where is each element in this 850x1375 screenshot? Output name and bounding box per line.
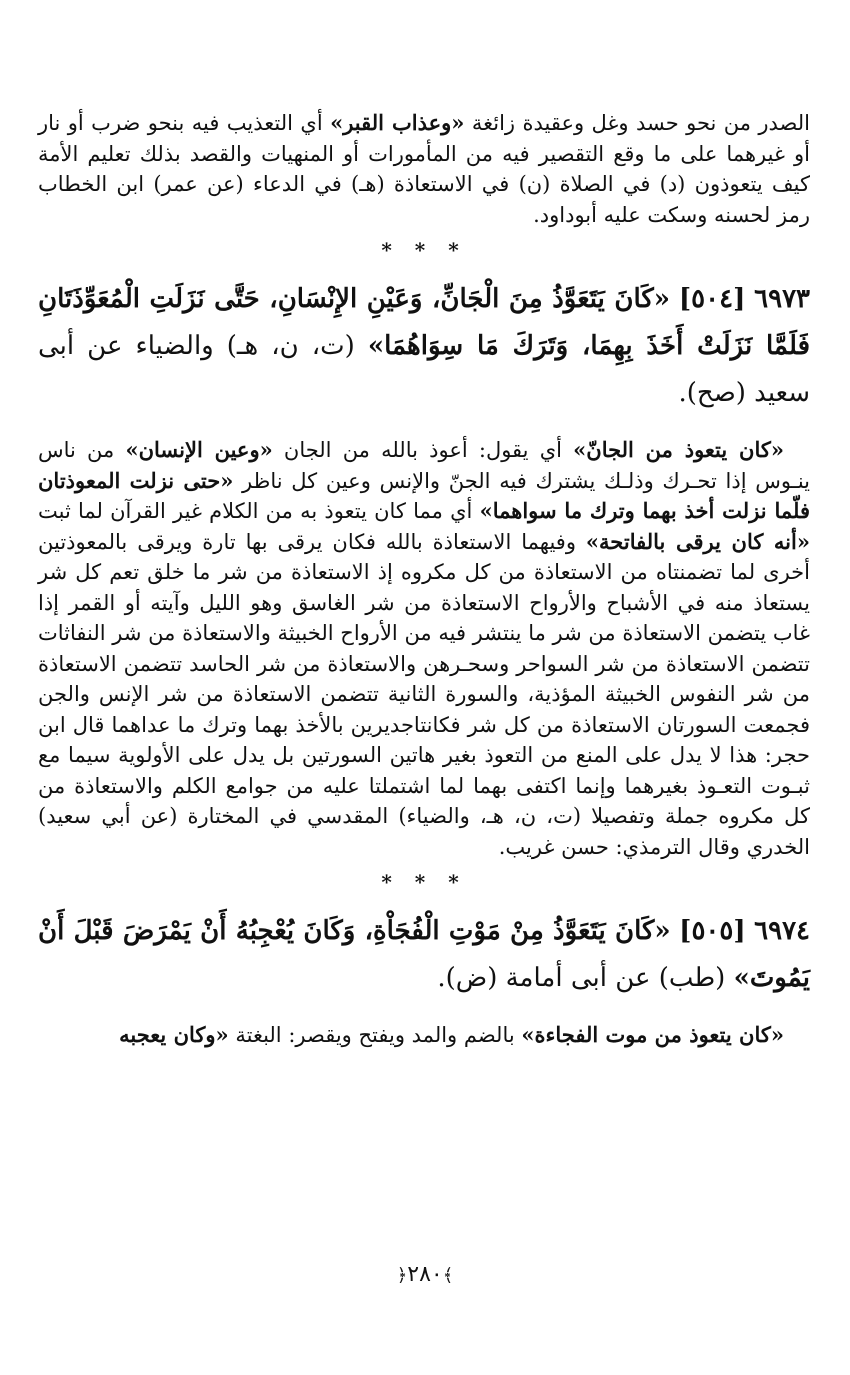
section-separator-1: * * * [381,238,467,262]
quoted-phrase: «كان يتعوذ من موت الفجاءة» [521,1022,784,1047]
folio-ornament-left-icon: ﴿ [396,1265,408,1286]
folio-ornament-right-icon: ﴾ [442,1265,454,1286]
hadith-ref: [٥٠٤] [678,284,746,314]
quoted-phrase: «أنه كان يرقى بالفاتحة» [585,528,810,554]
hadith-text: «كَانَ يَتَعَوَّذُ مِنَ الْجَانِّ، وَعَيْنِ الإِنْسَانِ، حَتَّى نَزَلَتِ الْمُعَوِّذَتَانِ فَلَمَّا نَزَلَتْ أَخَذَ بِهِمَا، وَتَرَكَ مَا سِوَاهُمَا» [38,284,810,361]
commentary-paragraph-2 [38,435,810,862]
hadith-number: ٦٩٧٣ [754,284,811,314]
commentary-text: الصدر من نحو حسد وغل وعقيدة زائغة [464,111,810,135]
quoted-phrase: «وعذاب القبر» [330,110,465,135]
page-number [0,1262,850,1287]
commentary-text: أي يقول: أعوذ بالله من الجان [272,438,574,462]
page-body [38,108,810,1051]
commentary-text: وفيهما الاستعاذة بالله فكان يرقى بها تارة ويرقى بالمعوذتين أخرى لما تضمنتاه من الاستعاذة من كل مكروه إذ الاستعاذة من شر ما خلق تعم كل شر يستعاذ منه في الأشباح والأرواح الاستعاذة من شر الغاسق وهو الليل وآيته أو القمر إذا غاب يتضمن الاستعاذة من شر ما ينتشر فيه من الأرواح الخبيثة والاستعاذة من شر النفاثات تتضمن الاستعاذة من شر السواحر وسحـرهن والاستعاذة من شر الحاسد تتضمن الاستعاذة من شر النفوس الخبيثة المؤذية، والسورة الثانية تتضمن الاستعاذة من شر الإنس والجن فجمعت السورتان الاستعاذة من كل شر فكانتاجديرين بالأخذ بهما وترك ما عداهما قال ابن حجر: هذا لا يدل على المنع من التعوذ بغير هاتين السورتين بل يدل على الأولوية سيما مع ثبـوت التعـوذ بغيرهما وإنما اكتفى بهما لما اشتملتا عليه من جوامع الكلم والاستعاذة من كل مكروه جملة وتفصيلا (ت، ن، هـ، والضياء) المقدسي في المختارة (عن أبي سعيد) الخدري وقال الترمذي: حسن غريب. [38,529,810,859]
commentary-text: أي التعذيب فيه بنحو ضرب أو نار أو غيرهما على ما وقع التقصير فيه من المأمورات أو المنهيات والقصد بذلك تعليم الأمة كيف يتعوذون (د) في الصلاة (ن) في الاستعاذة (هـ) في الدعاء (عن عمر) ابن الخطاب رمز لحسنه وسكت عليه أبوداود. [38,111,810,227]
hadith-6974 [38,908,810,1002]
commentary-text: بالضم والمد ويفتح ويقصر: البغتة [228,1023,522,1047]
page-number-text: ٢٨٠ [407,1262,443,1287]
quoted-phrase: «وكان يعجبه [119,1022,229,1047]
hadith-6973 [38,276,810,417]
commentary-text: أي مما كان يتعوذ به من الكلام غير القرآن لما ثبت [38,499,480,523]
commentary-paragraph-3 [38,1020,810,1051]
hadith-source: (طب) عن أبى أمامة (ض). [437,963,734,993]
commentary-paragraph-1 [38,108,810,230]
quoted-phrase: «وعين الإنسان» [125,437,273,462]
commentary-text: من ناس ينـوس إذا تحـرك وذلـك يشترك فيه الجنّ والإنس وعين كل ناظر [38,438,811,493]
hadith-ref: [٥٠٥] [679,916,746,946]
hadith-text: «كَانَ يَتَعَوَّذُ مِنْ مَوْتِ الْفُجَاْةِ، وَكَانَ يُعْجِبُهُ أَنْ يَمْرَضَ قَبْلَ أَنْ يَمُوتَ» [38,916,810,993]
quoted-phrase: «كان يتعوذ من الجانّ» [573,437,784,462]
section-separator-2: * * * [381,870,467,894]
quoted-phrase: «حتى نزلت المعوذتان فلّما نزلت أخذ بهما وترك ما سواهما» [38,467,810,523]
hadith-number: ٦٩٧٤ [754,916,811,946]
hadith-source: (ت، ن، هـ) والضياء عن أبى سعيد (صح). [38,331,810,408]
